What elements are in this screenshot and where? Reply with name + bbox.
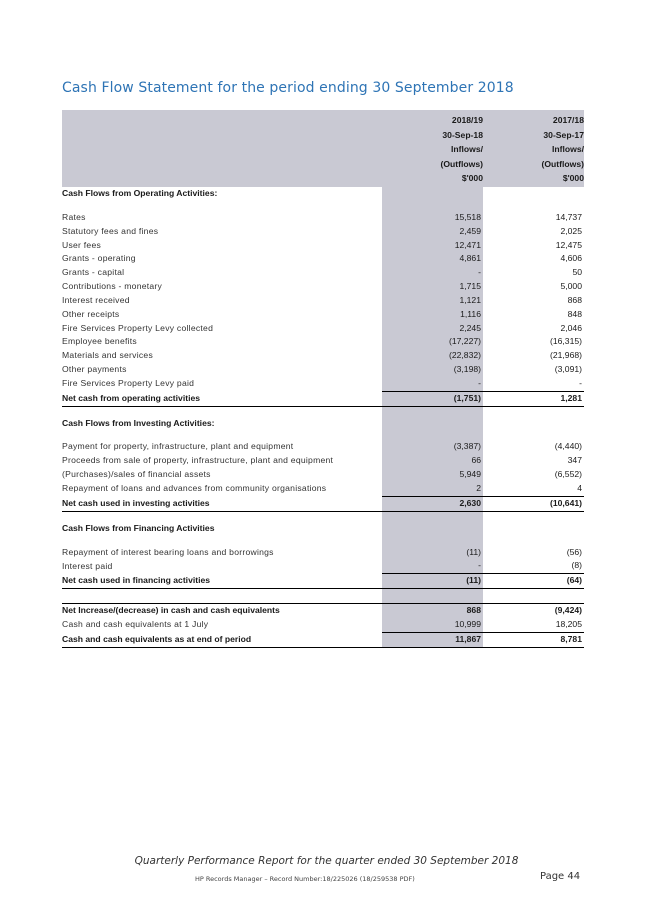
investing-total-current: 2,630 [382, 496, 483, 511]
line-item-prior: (21,968) [549, 350, 582, 361]
line-item-current: 66 [382, 454, 483, 468]
table-row [62, 211, 584, 225]
footer-report-title: Quarterly Performance Report for the quarter ended 30 September 2018 [134, 855, 519, 867]
investing-heading: Cash Flows from Investing Activities: [62, 417, 215, 428]
footer-page-number: Page 44 [540, 871, 581, 882]
header-current-date: 30-Sep-18 [382, 128, 483, 143]
line-item-label: Interest received [62, 294, 130, 305]
line-item-prior: 14,737 [555, 211, 582, 222]
header-current-unit: $'000 [382, 171, 483, 187]
line-item-current: 2,459 [382, 225, 483, 239]
line-item-current: 5,949 [382, 468, 483, 482]
line-item-label: Fire Services Property Levy collected [62, 322, 214, 333]
line-item-label: Statutory fees and fines [62, 225, 159, 236]
line-item-label: Repayment of loans and advances from community organisations [62, 483, 327, 494]
line-item-current: (3,198) [382, 363, 483, 377]
line-item-label: Other payments [62, 364, 127, 375]
net-change-label: Net Increase/(decrease) in cash and cash equivalents [62, 604, 382, 618]
table-row [62, 440, 584, 454]
header-prior-year: 2017/18 [483, 110, 584, 128]
table-row [62, 546, 584, 560]
opening-cash-prior: 18,205 [555, 618, 582, 629]
net-change-prior: (9,424) [483, 604, 584, 618]
table-row [62, 349, 584, 363]
line-item-prior: 12,475 [555, 239, 582, 250]
line-item-current: (11) [382, 546, 483, 560]
line-item-label: Grants - capital [62, 267, 125, 278]
line-item-current: (3,387) [382, 440, 483, 454]
line-item-prior: 50 [572, 267, 582, 278]
table-row [62, 559, 584, 573]
line-item-label: Employee benefits [62, 336, 137, 347]
investing-total-label: Net cash used in investing activities [62, 496, 382, 511]
financing-total-prior: (64) [483, 574, 584, 589]
opening-cash-current: 10,999 [382, 618, 483, 632]
line-item-label: (Purchases)/sales of financial assets [62, 469, 211, 480]
table-row [62, 322, 584, 336]
table-row [62, 454, 584, 468]
line-item-current: 15,518 [382, 211, 483, 225]
financing-heading: Cash Flows from Financing Activities [62, 522, 215, 533]
line-item-prior: (56) [566, 546, 582, 557]
operating-total-current: (1,751) [382, 391, 483, 406]
line-item-current: (22,832) [382, 349, 483, 363]
table-header [62, 110, 584, 187]
financing-total-label: Net cash used in financing activities [62, 574, 382, 589]
table-row [62, 294, 584, 308]
table-row [62, 377, 584, 391]
line-item-label: Rates [62, 211, 86, 222]
table-row [62, 266, 584, 280]
closing-cash-prior: 8,781 [483, 632, 584, 647]
line-item-prior: - [579, 377, 582, 388]
line-item-current: - [382, 266, 483, 280]
line-item-prior: (3,091) [554, 364, 582, 375]
line-item-current: 2,245 [382, 322, 483, 336]
line-item-label: Interest paid [62, 560, 113, 571]
line-item-current: 2 [382, 482, 483, 496]
line-item-label: Grants - operating [62, 253, 136, 264]
footer-record-number: HP Records Manager – Record Number:18/225026 (18/259538 PDF) [195, 875, 415, 883]
opening-cash-label: Cash and cash equivalents at 1 July [62, 619, 209, 630]
line-item-prior: 848 [567, 308, 582, 319]
table-row [62, 308, 584, 322]
table-row [62, 335, 584, 349]
line-item-current: 1,121 [382, 294, 483, 308]
operating-total-label: Net cash from operating activities [62, 391, 382, 406]
line-item-label: User fees [62, 239, 102, 250]
line-item-prior: 347 [567, 455, 582, 466]
header-prior-outflows: (Outflows) [483, 157, 584, 172]
line-item-current: - [382, 559, 483, 573]
line-item-prior: 5,000 [560, 281, 582, 292]
header-prior-unit: $'000 [483, 171, 584, 187]
line-item-current: 1,116 [382, 308, 483, 322]
header-current-outflows: (Outflows) [382, 157, 483, 172]
table-row [62, 280, 584, 294]
line-item-prior: (6,552) [554, 469, 582, 480]
header-current-inflows: Inflows/ [382, 142, 483, 157]
table-row [62, 482, 584, 496]
line-item-prior: 2,046 [560, 322, 582, 333]
line-item-current: (17,227) [382, 335, 483, 349]
line-item-label: Proceeds from sale of property, infrastructure, plant and equipment [62, 455, 334, 466]
line-item-prior: 4,606 [560, 253, 582, 264]
line-item-label: Fire Services Property Levy paid [62, 378, 195, 389]
line-item-label: Repayment of interest bearing loans and borrowings [62, 546, 274, 557]
financing-total-current: (11) [382, 574, 483, 589]
operating-heading: Cash Flows from Operating Activities: [62, 187, 218, 198]
closing-cash-current: 11,867 [382, 632, 483, 647]
operating-total-prior: 1,281 [483, 391, 584, 406]
line-item-label: Contributions - monetary [62, 281, 163, 292]
line-item-prior: (4,440) [554, 441, 582, 452]
net-change-current: 868 [382, 604, 483, 618]
header-prior-date: 30-Sep-17 [483, 128, 584, 143]
line-item-prior: 2,025 [560, 225, 582, 236]
header-current-year: 2018/19 [382, 110, 483, 128]
table-row [62, 252, 584, 266]
investing-total-prior: (10,641) [483, 496, 584, 511]
line-item-current: 4,861 [382, 252, 483, 266]
line-item-current: 1,715 [382, 280, 483, 294]
cash-flow-table [62, 110, 584, 648]
table-row [62, 468, 584, 482]
table-row [62, 225, 584, 239]
table-row [62, 363, 584, 377]
line-item-label: Payment for property, infrastructure, plant and equipment [62, 441, 294, 452]
header-prior-inflows: Inflows/ [483, 142, 584, 157]
line-item-prior: (16,315) [549, 336, 582, 347]
table-row [62, 239, 584, 253]
closing-cash-label: Cash and cash equivalents as at end of period [62, 632, 382, 647]
line-item-prior: 868 [567, 294, 582, 305]
line-item-prior: (8) [571, 560, 582, 571]
page-title: Cash Flow Statement for the period ending 30 September 2018 [62, 80, 514, 96]
line-item-current: - [382, 377, 483, 391]
line-item-current: 12,471 [382, 239, 483, 253]
line-item-label: Materials and services [62, 350, 153, 361]
line-item-prior: 4 [577, 483, 582, 493]
line-item-label: Other receipts [62, 308, 120, 319]
